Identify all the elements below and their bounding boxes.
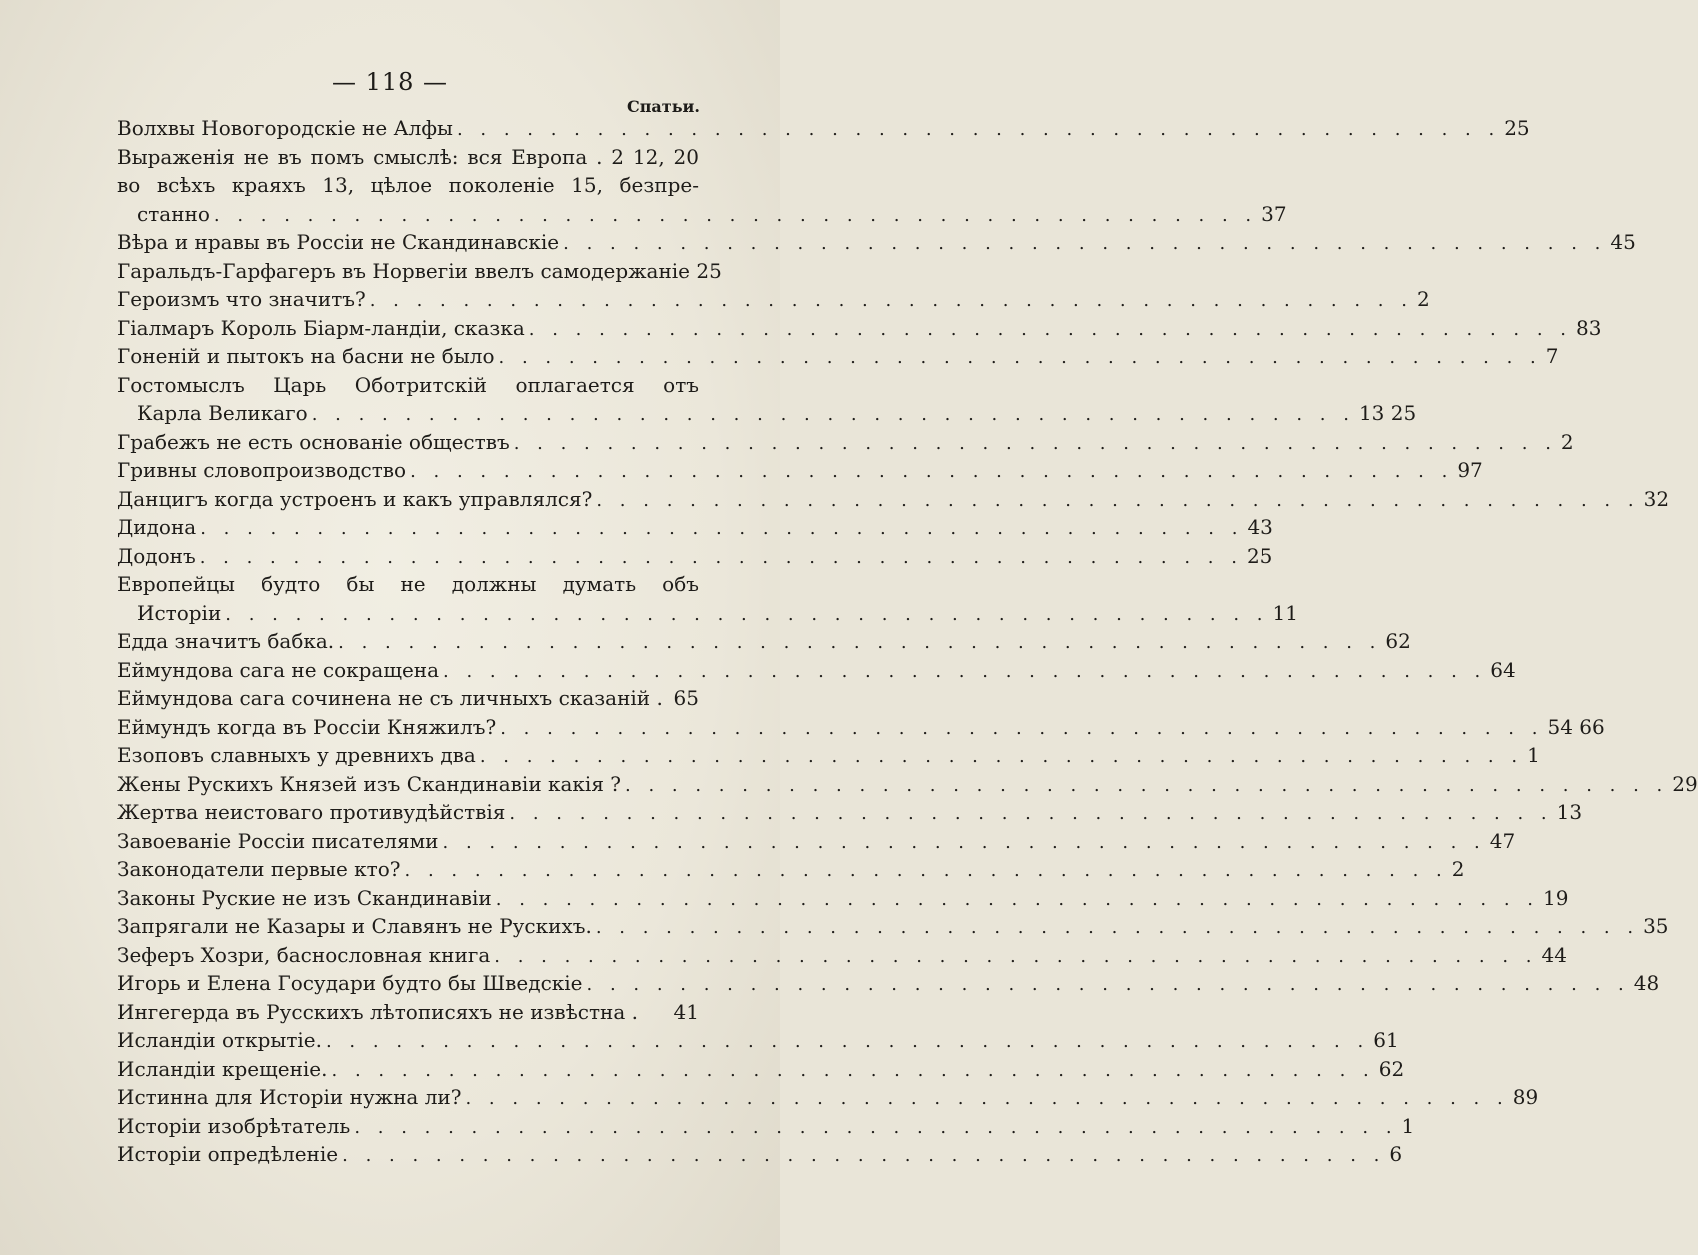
entry-page-number: 47 [1489, 828, 1516, 853]
dot-leader [443, 829, 1486, 858]
entry-text: Гостомыслъ Царь Оботритскій оплагается отъ [117, 372, 699, 397]
index-entry [117, 285, 1430, 314]
index-entry [117, 542, 1273, 571]
entry-text: Выраженія не въ помъ смыслѣ: вся Европа . 2 12, 20 [117, 144, 699, 169]
index-entry [117, 798, 1583, 827]
index-entry [117, 1083, 1539, 1112]
index-entry [117, 770, 1698, 799]
index-entry [117, 884, 1569, 913]
entry-page-number: 62 [1385, 629, 1411, 653]
entry-page-number: 1 [1401, 1113, 1415, 1138]
entry-text: Еймундова сага сочинена не съ личныхъ сказаній . [117, 686, 663, 710]
entry-text: Исторіи опредѣленіе [117, 1142, 339, 1166]
index-entry [117, 371, 699, 400]
index-entry [117, 257, 722, 286]
index-entry [117, 912, 1669, 941]
index-entry [117, 1055, 1405, 1084]
dot-leader [499, 344, 1542, 373]
entry-page-number: 54 66 [1547, 714, 1605, 739]
index-entry [117, 485, 1670, 514]
entry-text: Жертва неистоваго противудѣйствія [117, 800, 506, 824]
entry-page-number: 2 [1416, 287, 1430, 311]
index-entry [117, 1112, 1415, 1141]
entry-page-number: 41 [673, 999, 699, 1024]
index-entry [117, 741, 1540, 770]
dot-leader [500, 715, 1543, 744]
entry-page-number: 97 [1457, 458, 1483, 482]
index-entry [117, 399, 1417, 428]
dot-leader [457, 116, 1500, 145]
entry-text: Зеферъ Хозри, баснословная книга [117, 942, 491, 967]
entry-text: Исторіи изобрѣтатель [117, 1113, 351, 1138]
entry-page-number: 19 [1543, 885, 1569, 910]
entry-page-number: 13 25 [1358, 401, 1417, 425]
entry-page-number: 65 [673, 686, 699, 710]
entry-text: Жены Рускихъ Князей изъ Скандинавіи какія ? [117, 771, 622, 796]
entry-text: во всѣхъ краяхъ 13, цѣлое поколеніе 15, безпре- [117, 173, 699, 197]
dot-leader [214, 202, 1257, 231]
dot-leader [480, 743, 1523, 772]
index-entry [117, 656, 1516, 685]
index-entry [117, 1140, 1403, 1169]
dot-leader [332, 1057, 1375, 1086]
entry-text: Законы Руские не изъ Скандинавіи [117, 885, 492, 910]
entry-page-number: 13 [1556, 800, 1583, 824]
dot-leader [587, 971, 1630, 1000]
index-entry [117, 114, 1530, 143]
dot-leader [326, 1028, 1369, 1057]
dot-leader [370, 287, 1413, 316]
page-number: — 118 — [331, 68, 449, 96]
entry-page-number: 11 [1272, 600, 1298, 625]
index-entry [117, 143, 699, 172]
dot-leader [410, 458, 1453, 487]
index-entry [117, 1026, 1399, 1055]
entry-text: Исторіи [137, 600, 222, 625]
entry-page-number: 44 [1541, 942, 1567, 967]
index-entry [117, 713, 1605, 742]
index-entry [117, 570, 699, 599]
dot-leader [465, 1085, 1508, 1114]
entry-text: Еймундъ когда въ Россіи Княжилъ? [117, 714, 497, 739]
entry-text: Гоненій и пытокъ на басни не было [117, 344, 495, 368]
dot-leader [405, 857, 1448, 886]
index-entry [117, 969, 1660, 998]
entry-page-number: 89 [1512, 1085, 1539, 1109]
entry-page-number: 83 [1576, 315, 1602, 340]
index-entry [117, 342, 1559, 371]
entry-text: Едда значитъ бабка. [117, 629, 335, 653]
index-entry [117, 171, 699, 200]
entry-page-number: 7 [1545, 344, 1559, 368]
dot-leader [514, 430, 1557, 459]
dot-leader [338, 629, 1381, 658]
entry-text: Исландіи открытіе. [117, 1028, 322, 1052]
entry-text: Гіалмаръ Король Біарм-ландіи, сказка [117, 315, 525, 340]
entry-page-number: 32 [1643, 486, 1670, 511]
index-entry [117, 855, 1465, 884]
index-entry [117, 428, 1574, 457]
dot-leader [496, 886, 1539, 915]
entry-page-number: 25 [1246, 543, 1273, 568]
entry-text: Гаральдъ-Гарфагеръ въ Норвегіи ввелъ самодержаніе 25 [117, 258, 722, 283]
entry-page-number: 2 [1560, 429, 1574, 454]
entry-text: Истинна для Исторіи нужна ли? [117, 1085, 462, 1109]
index-entries [117, 114, 1698, 1169]
entry-page-number: 43 [1247, 515, 1273, 539]
index-entry [117, 827, 1516, 856]
dot-leader [494, 943, 1537, 972]
entry-text: Гривны словопроизводство [117, 458, 407, 482]
dot-leader [529, 316, 1572, 345]
entry-page-number: 61 [1373, 1028, 1399, 1052]
dot-leader [509, 800, 1552, 829]
entry-text: Еймундова сага не сокращена [117, 657, 440, 682]
entry-text: Завоеваніе Россіи писателями [117, 828, 439, 853]
dot-leader [200, 544, 1243, 573]
entry-page-number: 29 [1672, 771, 1698, 796]
entry-text: Законодатели первые кто? [117, 857, 401, 881]
entry-text: Волхвы Новогородскіе не Алфы [117, 116, 453, 140]
entry-text: Вѣра и нравы въ Россіи не Скандинавскіе [117, 230, 560, 254]
index-entry [117, 314, 1602, 343]
entry-text: Додонъ [117, 543, 196, 568]
entry-text: Езоповъ славныхъ у древнихъ два [117, 743, 476, 767]
index-entry [117, 456, 1483, 485]
dot-leader [443, 658, 1486, 687]
entry-page-number: 25 [1504, 116, 1530, 140]
entry-page-number: 6 [1389, 1142, 1403, 1166]
index-entry [117, 228, 1636, 257]
entry-text: Грабежъ не есть основаніе обществъ [117, 429, 510, 454]
entry-page-number: 45 [1610, 230, 1636, 254]
entry-text: Героизмъ что значитъ? [117, 287, 366, 311]
index-entry [117, 627, 1411, 656]
entry-text: Игорь и Елена Государи будто бы Шведскіе [117, 971, 583, 995]
dot-leader [354, 1114, 1397, 1143]
dot-leader [596, 487, 1639, 516]
entry-text: Данцигъ когда устроенъ и какъ управлялся? [117, 486, 593, 511]
index-entry [117, 941, 1567, 970]
entry-page-number: 2 [1451, 857, 1465, 881]
entry-page-number: 35 [1643, 914, 1669, 938]
dot-leader [563, 230, 1606, 259]
entry-text: Дидона [117, 515, 197, 539]
entry-page-number: 64 [1490, 657, 1516, 682]
entry-page-number: 1 [1527, 743, 1540, 767]
dot-leader [596, 914, 1639, 943]
entry-page-number: 37 [1261, 201, 1287, 226]
column-header: Спатьи. [626, 97, 700, 116]
dot-leader [312, 401, 1355, 430]
index-entry [117, 684, 699, 713]
index-entry [117, 998, 699, 1027]
dot-leader [225, 601, 1268, 630]
dot-leader [342, 1142, 1385, 1171]
entry-text: Исландіи крещеніе. [117, 1056, 328, 1081]
entry-page-number: 62 [1378, 1056, 1405, 1081]
entry-text: Ингегерда въ Русскихъ лѣтописяхъ не извѣстна . [117, 999, 638, 1024]
entry-text: Европейцы будто бы не должны думать объ [117, 572, 699, 596]
index-entry [117, 513, 1273, 542]
dot-leader [200, 515, 1243, 544]
entry-text: Карла Великаго [137, 401, 308, 425]
entry-page-number: 48 [1633, 971, 1660, 995]
entry-text: Запрягали не Казары и Славянъ не Рускихъ. [117, 914, 592, 938]
index-entry [117, 599, 1298, 628]
index-entry [117, 200, 1287, 229]
entry-text: станно [137, 201, 210, 226]
dot-leader [625, 772, 1668, 801]
